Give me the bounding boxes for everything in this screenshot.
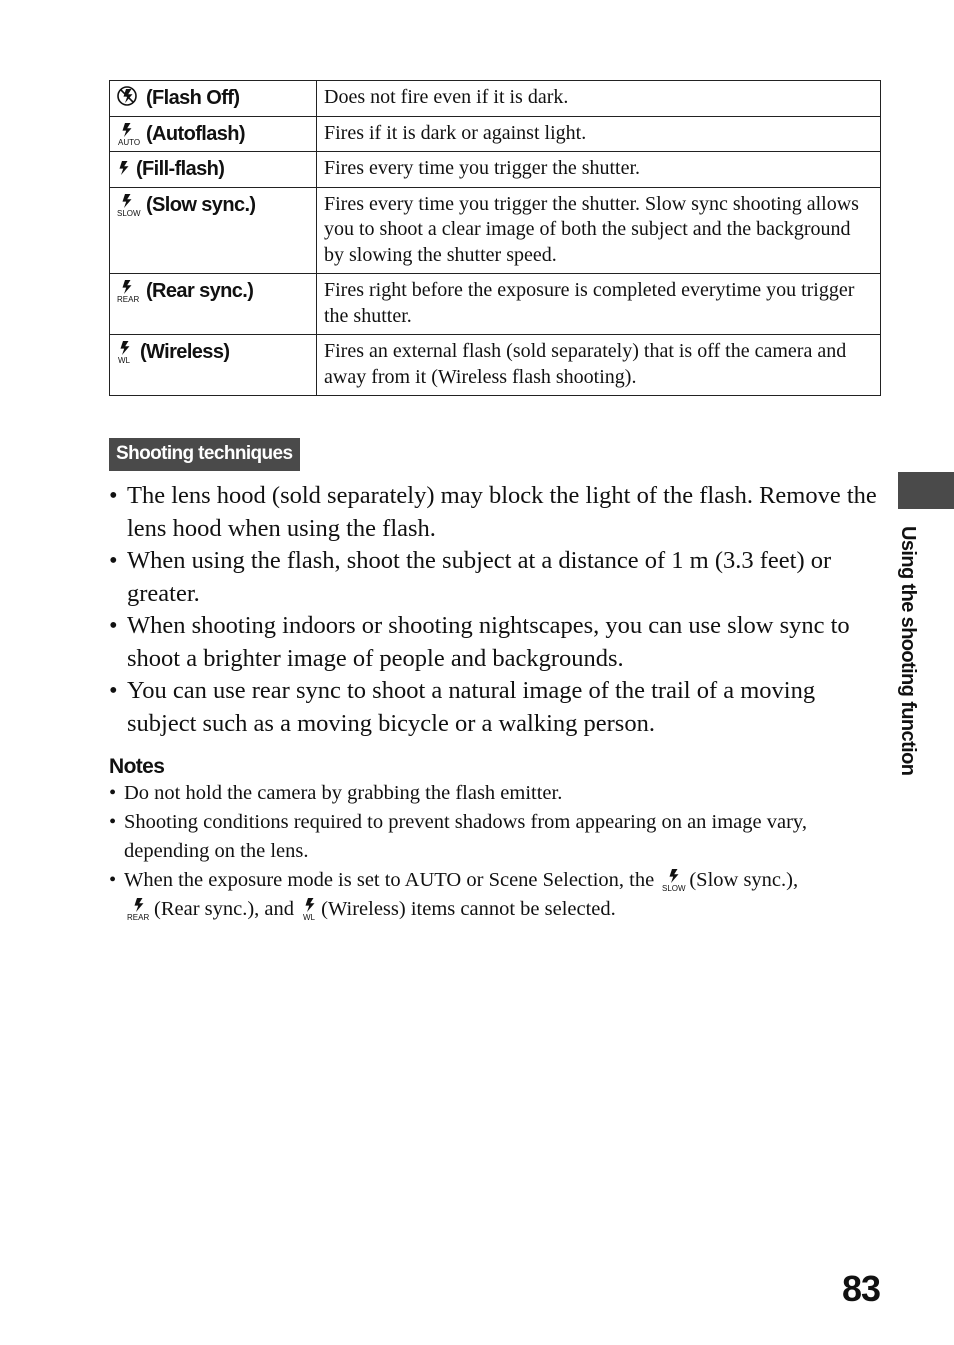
mode-label: (Rear sync.) bbox=[146, 280, 254, 302]
svg-text:SLOW: SLOW bbox=[117, 208, 141, 217]
mode-description: Fires right before the exposure is completed everytime you trigger the shutter. bbox=[317, 274, 881, 335]
list-item: • When using the flash, shoot the subject at a distance of 1 m (3.3 feet) or greater. bbox=[109, 545, 884, 610]
note-item bbox=[109, 866, 884, 924]
note-item: • Shooting conditions required to prevent shadows from appearing on an image vary, depending on the lens. bbox=[109, 808, 884, 866]
table-row bbox=[110, 274, 881, 335]
wireless-flash-icon bbox=[116, 338, 136, 364]
note-item: • Do not hold the camera by grabbing the flash emitter. bbox=[109, 779, 884, 808]
flash-off-icon bbox=[116, 84, 142, 110]
mode-cell bbox=[110, 335, 317, 396]
table-row bbox=[110, 187, 881, 274]
mode-label: (Fill-flash) bbox=[136, 158, 225, 180]
svg-text:WL: WL bbox=[118, 356, 130, 364]
mode-description: Does not fire even if it is dark. bbox=[317, 81, 881, 117]
notes-list bbox=[109, 779, 884, 924]
note-text: (Rear sync.), and bbox=[154, 898, 295, 920]
mode-label: (Flash Off) bbox=[146, 87, 240, 109]
svg-text:AUTO: AUTO bbox=[118, 137, 141, 146]
note-text: (Slow sync.), bbox=[689, 869, 799, 891]
note-text: When the exposure mode is set to AUTO or Scene Selection, the bbox=[124, 869, 655, 891]
flash-mode-table bbox=[109, 80, 881, 396]
chapter-label bbox=[893, 526, 923, 816]
mode-cell bbox=[110, 274, 317, 335]
autoflash-icon bbox=[116, 120, 142, 146]
svg-text:REAR: REAR bbox=[117, 295, 140, 303]
table-row bbox=[110, 81, 881, 117]
chapter-label-text: Using the shooting function bbox=[897, 526, 919, 776]
section-header: Shooting techniques bbox=[109, 438, 300, 471]
techniques-list bbox=[109, 480, 884, 740]
rear-sync-icon bbox=[126, 897, 152, 921]
svg-text:REAR: REAR bbox=[127, 913, 150, 921]
mode-cell bbox=[110, 152, 317, 188]
page-number: 83 bbox=[842, 1268, 881, 1309]
list-item: • When shooting indoors or shooting nightscapes, you can use slow sync to shoot a brighter image of people and backgrounds. bbox=[109, 610, 884, 675]
svg-text:WL: WL bbox=[303, 913, 316, 921]
mode-label: (Wireless) bbox=[140, 341, 230, 363]
table-row bbox=[110, 116, 881, 152]
notes-heading: Notes bbox=[109, 755, 165, 778]
chapter-tab bbox=[898, 472, 954, 509]
mode-description: Fires every time you trigger the shutter. bbox=[317, 152, 881, 188]
mode-description: Fires an external flash (sold separately) that is off the camera and away from it (Wireless flash shooting). bbox=[317, 335, 881, 396]
svg-text:SLOW: SLOW bbox=[662, 884, 686, 892]
list-item: • You can use rear sync to shoot a natural image of the trail of a moving subject such as a moving bicycle or a walking person. bbox=[109, 675, 884, 740]
mode-description: Fires if it is dark or against light. bbox=[317, 116, 881, 152]
table-row bbox=[110, 152, 881, 188]
mode-cell bbox=[110, 187, 317, 274]
note-text: (Wireless) items cannot be selected. bbox=[321, 898, 616, 920]
fill-flash-icon bbox=[116, 155, 132, 181]
mode-description: Fires every time you trigger the shutter. Slow sync shooting allows you to shoot a clear image of both the subject and the background by slowing the shutter speed. bbox=[317, 187, 881, 274]
list-item: • The lens hood (sold separately) may block the light of the flash. Remove the lens hood when using the flash. bbox=[109, 480, 884, 545]
table-row bbox=[110, 335, 881, 396]
mode-cell bbox=[110, 116, 317, 152]
mode-cell bbox=[110, 81, 317, 117]
mode-label: (Slow sync.) bbox=[146, 193, 256, 216]
slow-sync-icon bbox=[661, 868, 687, 892]
wireless-flash-icon bbox=[301, 897, 319, 921]
slow-sync-icon bbox=[116, 191, 142, 217]
mode-label: (Autoflash) bbox=[146, 122, 245, 145]
rear-sync-icon bbox=[116, 277, 142, 303]
